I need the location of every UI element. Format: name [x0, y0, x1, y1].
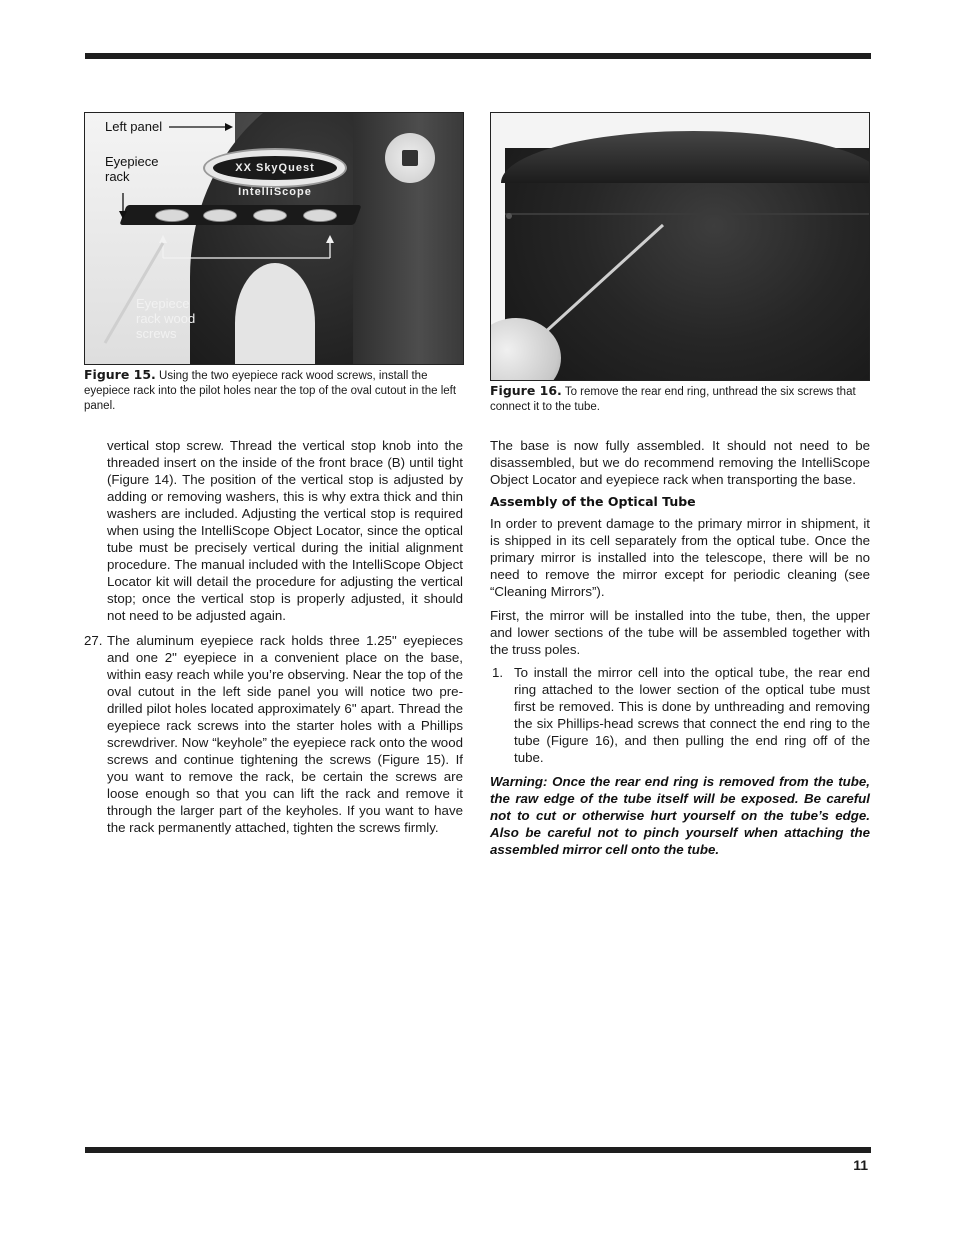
- bottom-rule: [85, 1147, 871, 1153]
- top-rule: [85, 53, 871, 59]
- base-assembled-paragraph: The base is now fully assembled. It should not need to be disassembled, but we do recommend removing the IntelliScope Object Locator and eyepiece rack when transporting the base.: [490, 438, 870, 487]
- step-27-number: 27.: [84, 633, 103, 648]
- figure-16-caption-text: To remove the rear end ring, unthread the six screws that connect it to the tube.: [490, 386, 856, 413]
- figure-15-caption-text: Using the two eyepiece rack wood screws, install the eyepiece rack into the pilot holes near the top of the oval cutout in the left panel.: [84, 370, 457, 412]
- figure-15-caption: [84, 367, 464, 414]
- figure-16-photo: [490, 112, 870, 381]
- label-left-panel: Left panel: [105, 119, 163, 134]
- logo-text: XX SkyQuest IntelliScope: [213, 156, 337, 180]
- step-27-text: The aluminum eyepiece rack holds three 1.25" eyepieces and one 2" eyepiece in a convenient place on the base, within easy reach while you’re observing. Near the top of the oval cutout in the left side panel you will notice two pre-drilled pilot holes located approximately 6" apart. Thread the eyepiece rack screws into the starter holes with a Phillips screwdriver. Now “keyhole” the eyepiece rack onto the wood screws and continue tightening the screws (Figure 15). If you want to remove the rack, be certain the screws are loose enough so that you can lift the rack and remove it through the larger part of the keyholes. If you want to have the rack permanently attached, tighten the screws firmly.: [107, 633, 463, 835]
- warning-paragraph: Warning: Once the rear end ring is removed from the tube, the raw edge of the tube itself will be exposed. Be careful not to cut or otherwise hurt yourself on the tube’s edge. Also be careful not to pinch yourself when attaching the assembled mirror cell onto the tube.: [490, 774, 870, 857]
- figure-16-caption: [490, 383, 870, 415]
- figure-15-photo: [84, 112, 464, 365]
- label-eyepiece-rack: Eyepiece rack: [105, 154, 159, 184]
- step-1-number: 1.: [492, 665, 504, 680]
- continuation-paragraph: vertical stop screw. Thread the vertical stop knob into the threaded insert on the inside of the front brace (B) until tight (Figure 14). The position of the vertical stop is adjusted by adding or removing washers, this is why extra thick and thin washers are included. Adjusting the vertical stop is required when using the IntelliScope Object Locator, since the optical tube must be precisely vertical during the initial alignment procedure. The manual included with the IntelliScope Object Locator kit will detail the procedure for adjusting the vertical stop; once the vertical stop is properly adjusted, it should not need to be adjusted again.: [107, 438, 463, 623]
- mirror-shipment-paragraph: In order to prevent damage to the primary mirror in shipment, it is shipped in its cell separately from the optical tube. Once the primary mirror is installed into the telescope, there will be no need to remove the mirror except for periodic cleaning (see “Cleaning Mirrors”).: [490, 516, 870, 599]
- section-heading: Assembly of the Optical Tube: [490, 494, 696, 509]
- page-number: 11: [853, 1157, 868, 1173]
- figure-16-label: Figure 16.: [490, 383, 562, 398]
- step-1-text: To install the mirror cell into the optical tube, the rear end ring attached to the lower section of the optical tube must first be removed. This is done by unthreading and removing the six Phillips-head screws that connect the end ring to the tube (Figure 16), and then pulling the end ring off of the tube.: [514, 665, 870, 765]
- installation-order-paragraph: First, the mirror will be installed into the tube, then, the upper and lower sections of the tube will be assembled together with the truss poles.: [490, 608, 870, 657]
- label-wood-screws: Eyepiece rack wood screws: [136, 296, 196, 341]
- figure-15-label: Figure 15.: [84, 367, 156, 382]
